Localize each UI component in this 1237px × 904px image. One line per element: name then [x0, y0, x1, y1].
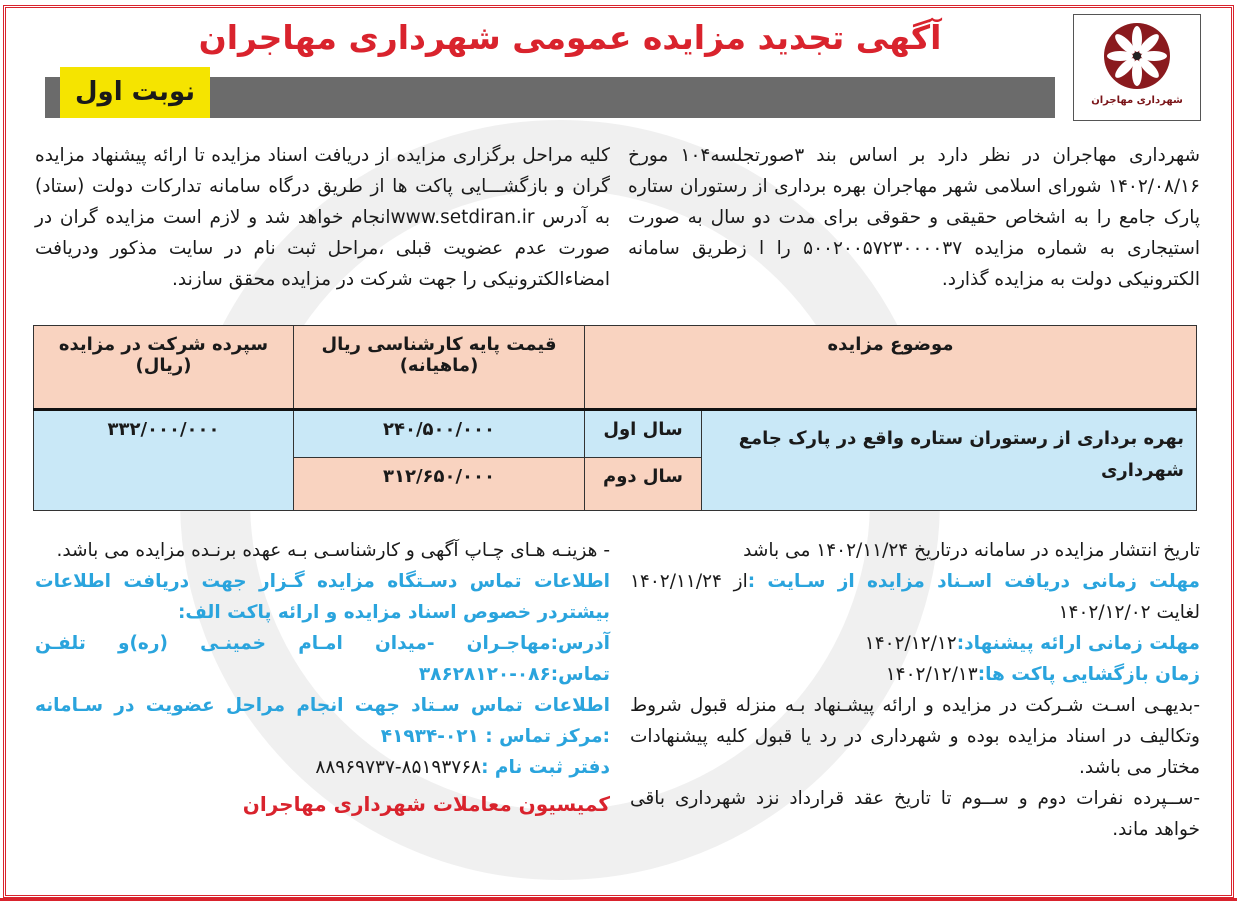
registration-phones: ۸۵۱۹۳۷۶۸-۸۸۹۶۹۷۳۷ [315, 757, 482, 778]
registration-office [35, 752, 610, 783]
contact-column [35, 535, 610, 820]
publish-date: تاریخ انتشار مزایده در سامانه درتاریخ ۱۴۰۲/۱۱/۲۴ می باشد [743, 540, 1200, 561]
header-deposit-label: سپرده شرکت در مزایده [58, 334, 269, 355]
header-price-sub: (ماهیانه) [399, 355, 479, 376]
opening-date [630, 659, 1200, 690]
doc-deadline-label: مهلت زمانی دریافت اسـناد مزایده از سـایت : [747, 571, 1200, 592]
doc-deadline-value: از ۱۴۰۲/۱۱/۲۴ لغایت ۱۴۰۲/۱۲/۰۲ [630, 571, 1200, 623]
price-cell: ۲۴۰/۵۰۰/۰۰۰ [294, 410, 585, 458]
registration-label: دفتر ثبت نام : [481, 757, 610, 778]
header-deposit [34, 326, 294, 410]
contact-title: اطلاعات تماس دسـتگاه مزایده گـزار جهت دریافت اطلاعات بیشتردر خصوص اسناد مزایده و ارائه پاکت الف: [35, 571, 610, 623]
setad-contact: اطلاعات تماس سـتاد جهت انجام مراحل عضویت در سـامانه :مرکز تماس : ۰۲۱-۴۱۹۳۴ [35, 695, 610, 747]
round-badge: نوبت اول [60, 67, 210, 118]
auction-table [33, 325, 1197, 511]
deposit-cell: ۳۳۲/۰۰۰/۰۰۰ [34, 410, 294, 511]
note-deposit: -ســپرده نفرات دوم و ســوم تا تاریخ عقد قرارداد نزد شهرداری باقی خواهد ماند. [630, 788, 1200, 840]
signature: کمیسیون معاملات شهرداری مهاجران [242, 792, 610, 816]
address: آدرس:مهاجـران -میدان امـام خمینـی (ره)و تلفـن تماس:۰۸۶-۳۸۶۲۸۱۲۰ [35, 633, 610, 685]
header-price [294, 326, 585, 410]
flower-emblem-icon [1102, 21, 1172, 91]
ad-title: آگهی تجدید مزایده عمومی شهرداری مهاجران [198, 18, 942, 57]
header-deposit-sub: (ریال) [135, 355, 192, 376]
table-header-row [34, 326, 1197, 410]
table-row [34, 410, 1197, 458]
doc-deadline [630, 566, 1200, 628]
year-cell: سال اول [585, 410, 702, 458]
offer-deadline-label: مهلت زمانی ارائه پیشنهاد: [956, 633, 1200, 654]
municipality-logo [1073, 14, 1201, 121]
opening-date-label: زمان بازگشایی پاکت ها: [977, 664, 1200, 685]
logo-text: شهرداری مهاجران [1091, 95, 1183, 106]
note-acceptance: -بدیهـی اسـت شـرکت در مزایده و ارائه پیشـنهاد بـه منزله قبول شروط وتکالیف در اسناد مزایده بوده و شهرداری در رد یا قبول کلیه پیشنهادات مختار می باشد. [630, 695, 1200, 778]
opening-date-value: ۱۴۰۲/۱۲/۱۳ [885, 664, 978, 685]
dates-column [630, 535, 1200, 845]
price-cell: ۳۱۲/۶۵۰/۰۰۰ [294, 458, 585, 511]
subject-cell: بهره برداری از رستوران ستاره واقع در پارک جامع شهرداری [702, 410, 1197, 511]
header-price-label: قیمت پایه کارشناسی ریال [321, 334, 557, 355]
offer-deadline-value: ۱۴۰۲/۱۲/۱۲ [864, 633, 957, 654]
header-subject: موضوع مزایده [585, 326, 1197, 410]
divider [0, 898, 1237, 901]
intro-left: کلیه مراحل برگزاری مزایده از دریافت اسناد مزایده تا ارائه پیشنهاد مزایده گران و بازگشـــایی پاکت ها از طریق درگاه سامانه تدارکات دولت (ستاد) به آدرس www.setdiran.irانجام خواهد شد و لازم است مزایده گران در صورت عدم عضویت قبلی ،مراحل ثبت نام در سایت مذکور ودریافت امضاءالکترونیکی را جهت شرکت در مزایده محقق سازند. [35, 145, 610, 290]
year-cell: سال دوم [585, 458, 702, 511]
intro-right: شهرداری مهاجران در نظر دارد بر اساس بند ۳صورتجلسه۱۰۴ مورخ ۱۴۰۲/۰۸/۱۶ شورای اسلامی شهر مهاجران بهره برداری از رستوران ستاره پارک جامع را به اشخاص حقیقی و حقوقی برای مدت دو سال به صورت استیجاری به شماره مزایده ۵۰۰۲۰۰۵۷۲۳۰۰۰۰۳۷ را ا زطریق سامانه الکترونیکی دولت به مزایده گذارد. [628, 145, 1200, 290]
costs-note: - هزینـه هـای چـاپ آگهی و کارشناسـی بـه عهده برنـده مزایده می باشد. [56, 540, 610, 561]
offer-deadline [630, 628, 1200, 659]
